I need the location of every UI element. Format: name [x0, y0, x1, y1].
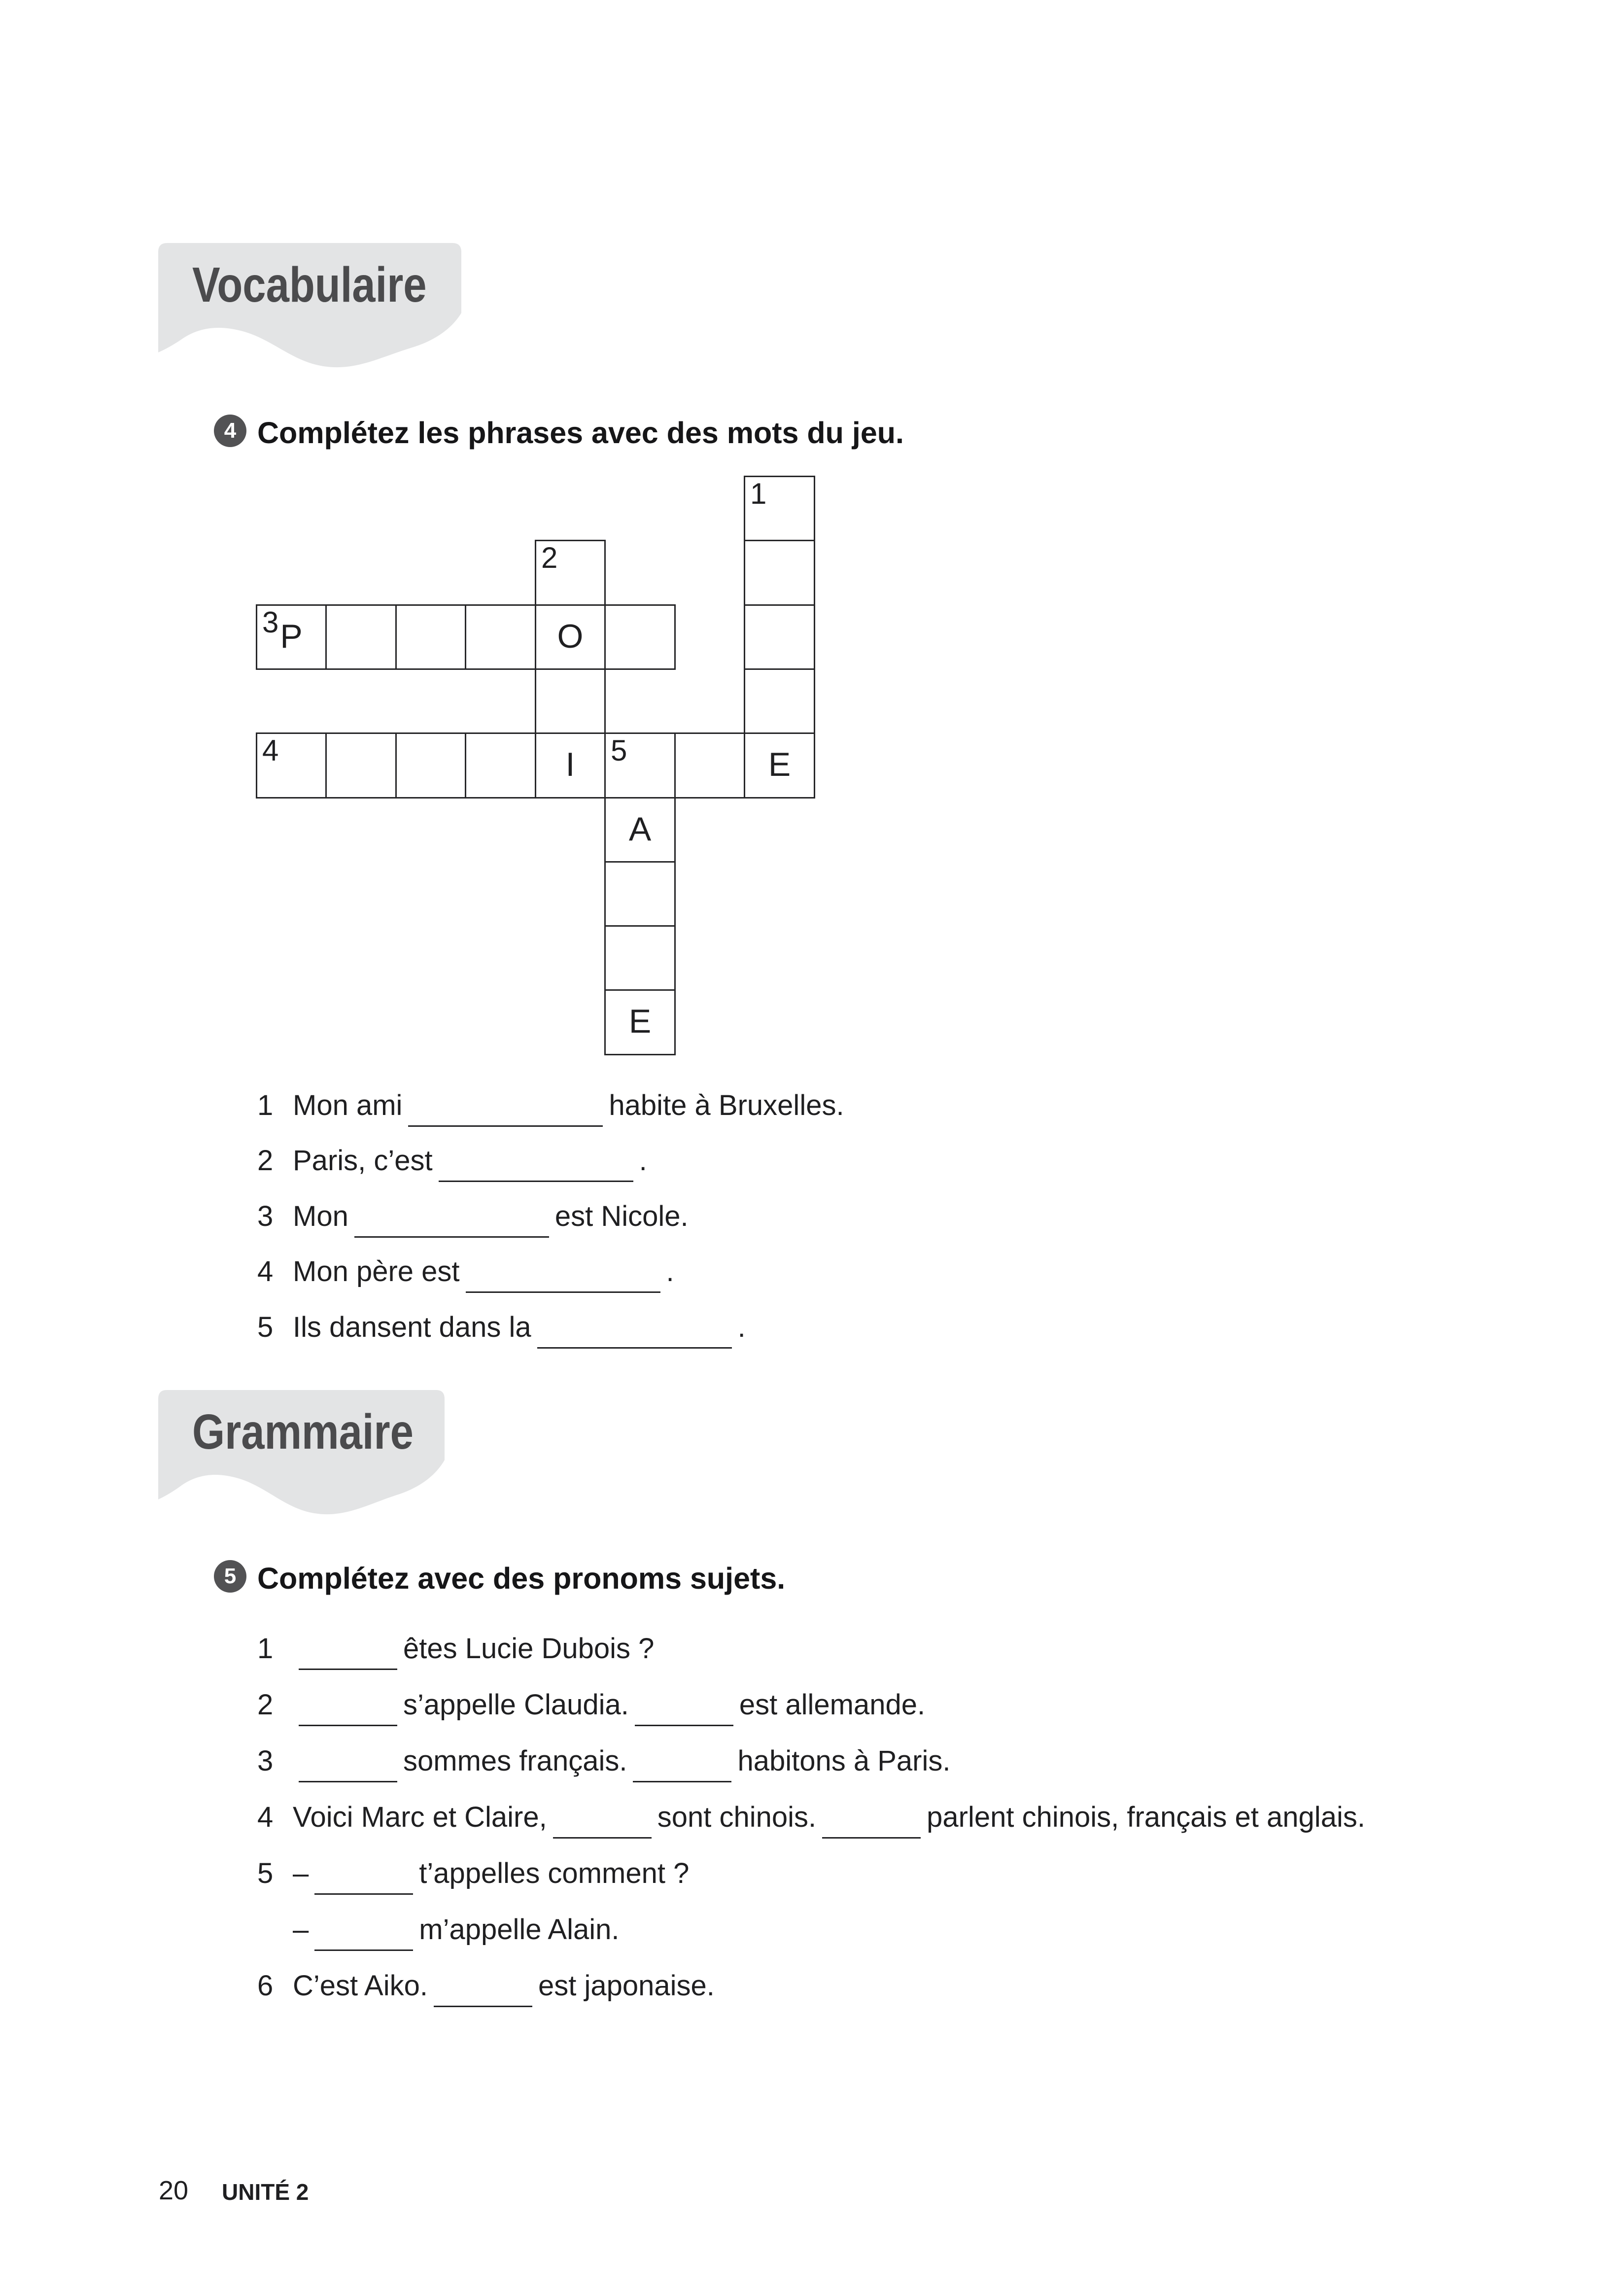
crossword-letter: P	[280, 618, 303, 655]
item-text: habite à Bruxelles.	[609, 1089, 844, 1121]
exercise-4-item-5	[257, 1310, 746, 1349]
item-number: 6	[257, 1970, 274, 2002]
item-text: .	[737, 1311, 746, 1343]
crossword-cell	[744, 668, 815, 734]
answer-blank	[299, 1758, 397, 1782]
item-text: est allemande.	[739, 1689, 926, 1721]
exercise-5-item-5a	[257, 1856, 689, 1895]
item-text: –	[293, 1857, 309, 1889]
answer-blank	[299, 1702, 397, 1726]
unit-label: UNITÉ 2	[222, 2179, 309, 2205]
crossword-clue-number: 5	[611, 734, 627, 767]
item-text: Mon père est	[293, 1255, 460, 1287]
crossword-letter: A	[628, 810, 652, 848]
crossword-clue-number: 1	[750, 477, 767, 510]
page-number: 20	[159, 2176, 189, 2205]
crossword-cell	[604, 604, 676, 670]
crossword-clue-number: 4	[262, 734, 279, 767]
crossword-cell	[744, 540, 815, 606]
answer-blank	[822, 1814, 921, 1839]
item-number: 4	[257, 1801, 274, 1833]
item-text: Ils dansent dans la	[293, 1311, 531, 1343]
item-text: est Nicole.	[554, 1200, 689, 1232]
item-text: êtes Lucie Dubois ?	[403, 1633, 655, 1665]
crossword-cell	[604, 989, 676, 1055]
vocabulaire-section-title: Vocabulaire	[192, 257, 427, 313]
item-number: 5	[257, 1857, 274, 1889]
item-text: sommes français.	[403, 1745, 627, 1777]
answer-blank	[466, 1269, 660, 1293]
crossword-cell	[744, 476, 815, 541]
item-text: s’appelle Claudia.	[403, 1689, 629, 1721]
item-text: .	[666, 1255, 674, 1287]
item-number: 2	[257, 1689, 274, 1721]
crossword-cell	[744, 604, 815, 670]
answer-blank	[434, 1983, 532, 2007]
crossword-clue-number: 3	[262, 606, 279, 639]
crossword-cell	[674, 732, 745, 799]
crossword-cell	[604, 732, 676, 799]
item-text: –	[293, 1913, 309, 1946]
exercise-4-number-badge: 4	[214, 415, 246, 447]
item-number: 4	[257, 1255, 274, 1287]
exercise-5-item-4	[257, 1800, 1365, 1839]
exercise-5-number-badge: 5	[214, 1560, 246, 1593]
crossword-cell	[465, 732, 536, 799]
answer-blank	[537, 1324, 732, 1349]
exercise-5-item-3	[257, 1744, 951, 1782]
crossword-cell	[395, 732, 466, 799]
item-text: Paris, c’est	[293, 1145, 433, 1177]
item-number: 5	[257, 1311, 274, 1343]
exercise-4-item-4	[257, 1254, 674, 1293]
crossword-cell	[535, 540, 606, 606]
item-text: est japonaise.	[538, 1970, 715, 2002]
crossword-cell	[535, 604, 606, 670]
crossword-letter: I	[565, 746, 575, 783]
crossword-letter: O	[557, 618, 584, 655]
exercise-4-item-2	[257, 1144, 647, 1182]
item-text: Mon	[293, 1200, 348, 1232]
answer-blank	[299, 1646, 397, 1670]
crossword-letter: E	[628, 1003, 652, 1040]
exercise-5-item-5b	[257, 1913, 620, 1951]
exercise-5-item-2	[257, 1688, 925, 1726]
crossword-cell	[395, 604, 466, 670]
crossword-cell	[744, 732, 815, 799]
item-text: Voici Marc et Claire,	[293, 1801, 547, 1833]
item-number: 1	[257, 1633, 274, 1665]
item-number: 2	[257, 1145, 274, 1177]
answer-blank	[408, 1103, 603, 1127]
exercise-4-item-3	[257, 1199, 689, 1238]
answer-blank	[314, 1927, 413, 1951]
item-text: sont chinois.	[657, 1801, 817, 1833]
crossword-cell	[604, 861, 676, 927]
crossword-cell	[604, 797, 676, 863]
exercise-5-item-1	[257, 1632, 654, 1670]
item-text: parlent chinois, français et anglais.	[927, 1801, 1365, 1833]
crossword-cell	[535, 668, 606, 734]
exercise-4-title: Complétez les phrases avec des mots du jeu.	[257, 416, 904, 450]
exercise-4-item-1	[257, 1088, 844, 1127]
answer-blank	[635, 1702, 733, 1726]
crossword-clue-number: 2	[541, 541, 558, 574]
crossword-cell	[325, 604, 397, 670]
answer-blank	[633, 1758, 731, 1782]
answer-blank	[439, 1158, 633, 1182]
item-text: t’appelles comment ?	[419, 1857, 690, 1889]
crossword-cell	[604, 925, 676, 991]
item-text: m’appelle Alain.	[419, 1913, 620, 1946]
crossword-cell	[465, 604, 536, 670]
crossword-cell	[325, 732, 397, 799]
answer-blank	[314, 1871, 413, 1895]
item-number: 3	[257, 1200, 274, 1232]
answer-blank	[553, 1814, 652, 1839]
item-number: 3	[257, 1745, 274, 1777]
item-text: Mon ami	[293, 1089, 403, 1121]
item-text: habitons à Paris.	[737, 1745, 951, 1777]
item-text: .	[639, 1145, 647, 1177]
exercise-5-title: Complétez avec des pronoms sujets.	[257, 1562, 786, 1595]
exercise-5-item-6	[257, 1969, 715, 2007]
crossword-cell	[256, 604, 327, 670]
item-number: 1	[257, 1089, 274, 1121]
crossword-cell	[256, 732, 327, 799]
answer-blank	[354, 1214, 549, 1238]
crossword-cell	[535, 732, 606, 799]
grammaire-section-title: Grammaire	[192, 1404, 414, 1460]
item-text: C’est Aiko.	[293, 1970, 428, 2002]
crossword-letter: E	[768, 746, 791, 783]
